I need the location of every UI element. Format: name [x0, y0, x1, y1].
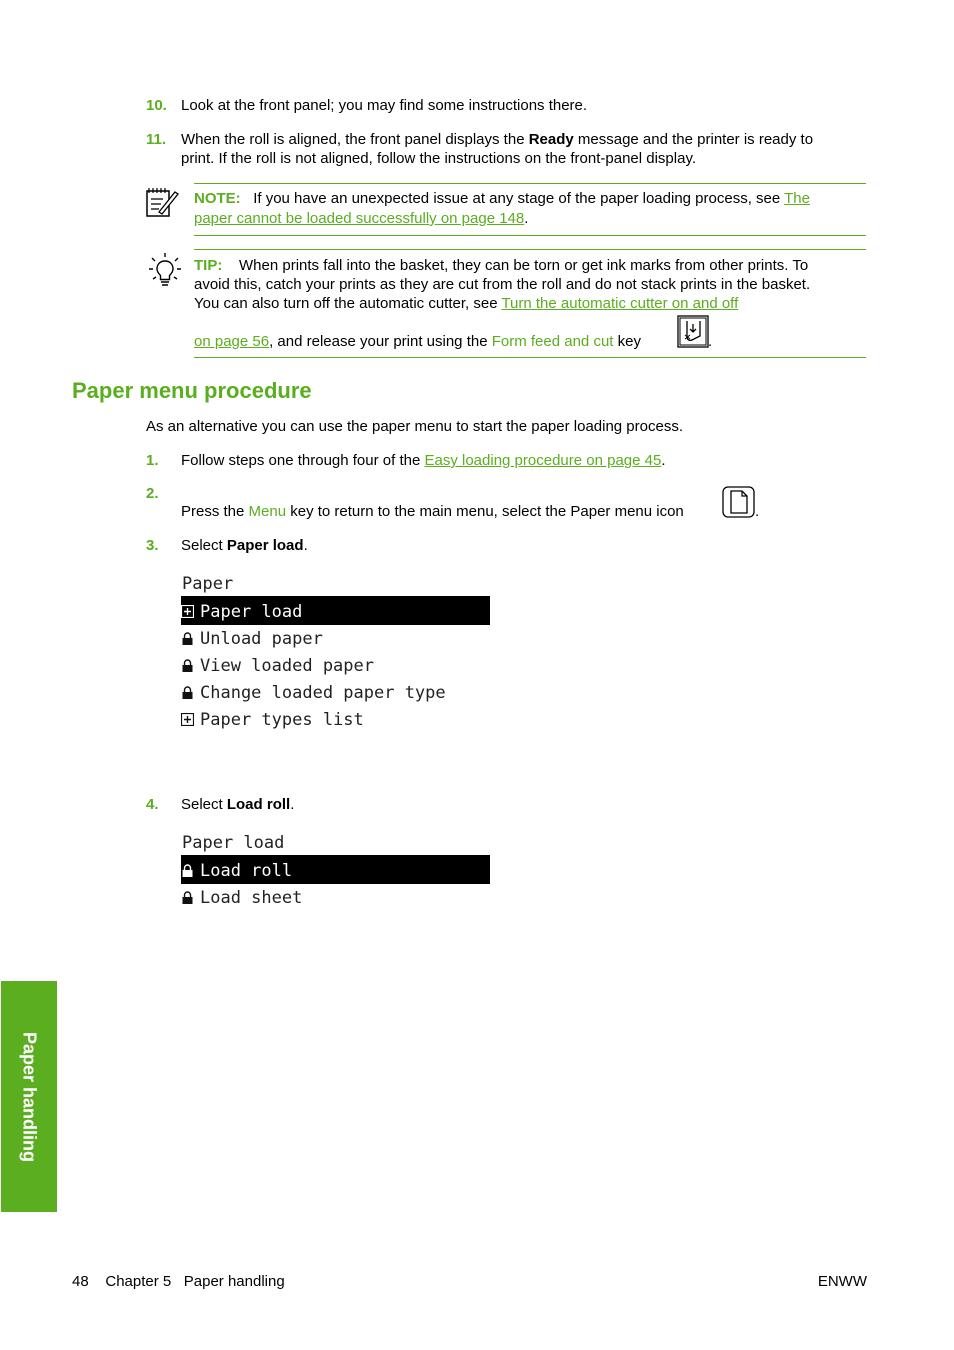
text: You can also turn off the automatic cutter, see	[194, 295, 502, 312]
tip-end: .	[708, 333, 713, 350]
text: key to return to the main menu, select the Paper menu icon	[286, 503, 684, 520]
footer-chapter: Chapter 5	[105, 1273, 172, 1290]
tip-top-rule	[194, 249, 866, 250]
step-11-text-line2: print. If the roll is not aligned, follow the instructions on the front-panel display.	[181, 150, 697, 167]
note-line2	[194, 209, 528, 228]
step-1-text	[181, 451, 666, 470]
form-feed-cut-key-icon	[677, 315, 709, 348]
step-11-text	[181, 130, 813, 149]
front-panel-paper-load-menu	[181, 831, 491, 916]
menu-item-paper-load[interactable]	[181, 598, 490, 625]
menu-key-label: Menu	[248, 503, 287, 520]
front-panel-paper-menu	[181, 572, 491, 737]
menu-item-label: Load roll	[200, 860, 293, 881]
tip-label: TIP:	[194, 257, 223, 274]
note-line1	[194, 189, 810, 208]
tip-link-cont[interactable]: on page 56	[194, 333, 270, 350]
panel-title: Paper	[182, 574, 234, 594]
menu-item-view-loaded-paper[interactable]	[181, 652, 374, 679]
step-1-number	[146, 451, 159, 470]
panel-title: Paper load	[182, 833, 285, 853]
note-bottom-rule	[194, 235, 866, 236]
plus-box-icon	[181, 713, 194, 726]
lock-icon	[181, 686, 194, 699]
footer-chapter-title: Paper handling	[183, 1273, 285, 1290]
menu-item-label: Load sheet	[200, 887, 303, 908]
text: When the roll is aligned, the front panel displays the	[181, 131, 529, 148]
plus-box-icon	[181, 605, 194, 618]
tip-link[interactable]: Turn the automatic cutter on and off	[501, 295, 739, 312]
tip-line4	[194, 332, 641, 351]
section-intro: As an alternative you can use the paper menu to start the paper loading process.	[146, 418, 683, 435]
paper-load-label: Paper load	[226, 537, 304, 554]
step-number: 3.	[146, 537, 159, 554]
tip-line1	[194, 256, 808, 275]
chapter-side-tab[interactable]	[1, 981, 57, 1212]
step-4-number	[146, 795, 159, 814]
menu-item-label: Change loaded paper type	[200, 682, 446, 703]
step-number: 1.	[146, 452, 159, 469]
paper-menu-icon	[722, 486, 755, 518]
menu-item-label: Paper load	[200, 601, 303, 622]
lock-icon	[181, 659, 194, 672]
step-10	[146, 96, 167, 115]
menu-item-label: Paper types list	[200, 709, 364, 730]
text: .	[524, 210, 529, 227]
step-10-text: Look at the front panel; you may find some instructions there.	[181, 97, 588, 114]
step-11	[146, 130, 166, 149]
step-2-text	[181, 502, 684, 521]
step-number: 4.	[146, 796, 159, 813]
text: message and the printer is ready to	[573, 131, 814, 148]
text: Select	[181, 537, 227, 554]
side-tab-label: Paper handling	[19, 1031, 40, 1162]
lightbulb-icon	[147, 251, 183, 289]
text: Press the	[181, 503, 249, 520]
menu-item-unload-paper[interactable]	[181, 625, 323, 652]
menu-item-load-roll[interactable]	[181, 857, 490, 884]
ready-label: Ready	[528, 131, 574, 148]
load-roll-label: Load roll	[226, 796, 291, 813]
note-label: NOTE:	[194, 190, 241, 207]
page-number: 48	[72, 1273, 89, 1290]
text: key	[613, 333, 641, 350]
text: , and release your print using the	[269, 333, 492, 350]
tip-text: When prints fall into the basket, they can be torn or get ink marks from other prints. To	[239, 257, 809, 274]
lock-icon	[181, 864, 194, 877]
text: Follow steps one through four of the	[181, 452, 425, 469]
step-number: 2.	[146, 485, 159, 502]
text: .	[290, 796, 295, 813]
step-3-text	[181, 536, 308, 555]
section-heading: Paper menu procedure	[72, 378, 312, 403]
note-link-cont[interactable]: paper cannot be loaded successfully on page 148	[194, 210, 525, 227]
easy-loading-link[interactable]: Easy loading procedure on page 45	[424, 452, 662, 469]
step-2-number	[146, 484, 159, 503]
step-number: 11.	[146, 131, 167, 148]
text: Select	[181, 796, 227, 813]
menu-item-change-loaded-paper-type[interactable]	[181, 679, 446, 706]
form-feed-key-label: Form feed and cut	[491, 333, 614, 350]
menu-item-label: Unload paper	[200, 628, 323, 649]
tip-bottom-rule	[194, 357, 866, 358]
note-icon	[145, 186, 179, 218]
footer-right: ENWW	[817, 1273, 867, 1290]
menu-item-label: View loaded paper	[200, 655, 374, 676]
tip-line3	[194, 294, 738, 313]
tip-line2: avoid this, catch your prints as they are cut from the roll and do not stack prints in the basket.	[194, 276, 811, 293]
step-4-text	[181, 795, 294, 814]
note-text: If you have an unexpected issue at any stage of the paper loading process, see	[253, 190, 785, 207]
lock-icon	[181, 632, 194, 645]
step-3-number	[146, 536, 159, 555]
note-top-rule	[194, 183, 866, 184]
text: .	[303, 537, 308, 554]
step-number: 10.	[146, 97, 167, 114]
step-2-end: .	[755, 503, 760, 520]
menu-item-paper-types-list[interactable]	[181, 706, 364, 733]
lock-icon	[181, 891, 194, 904]
menu-item-load-sheet[interactable]	[181, 884, 302, 911]
text: .	[661, 452, 666, 469]
footer-left	[72, 1272, 285, 1291]
note-link[interactable]: The	[784, 190, 810, 207]
